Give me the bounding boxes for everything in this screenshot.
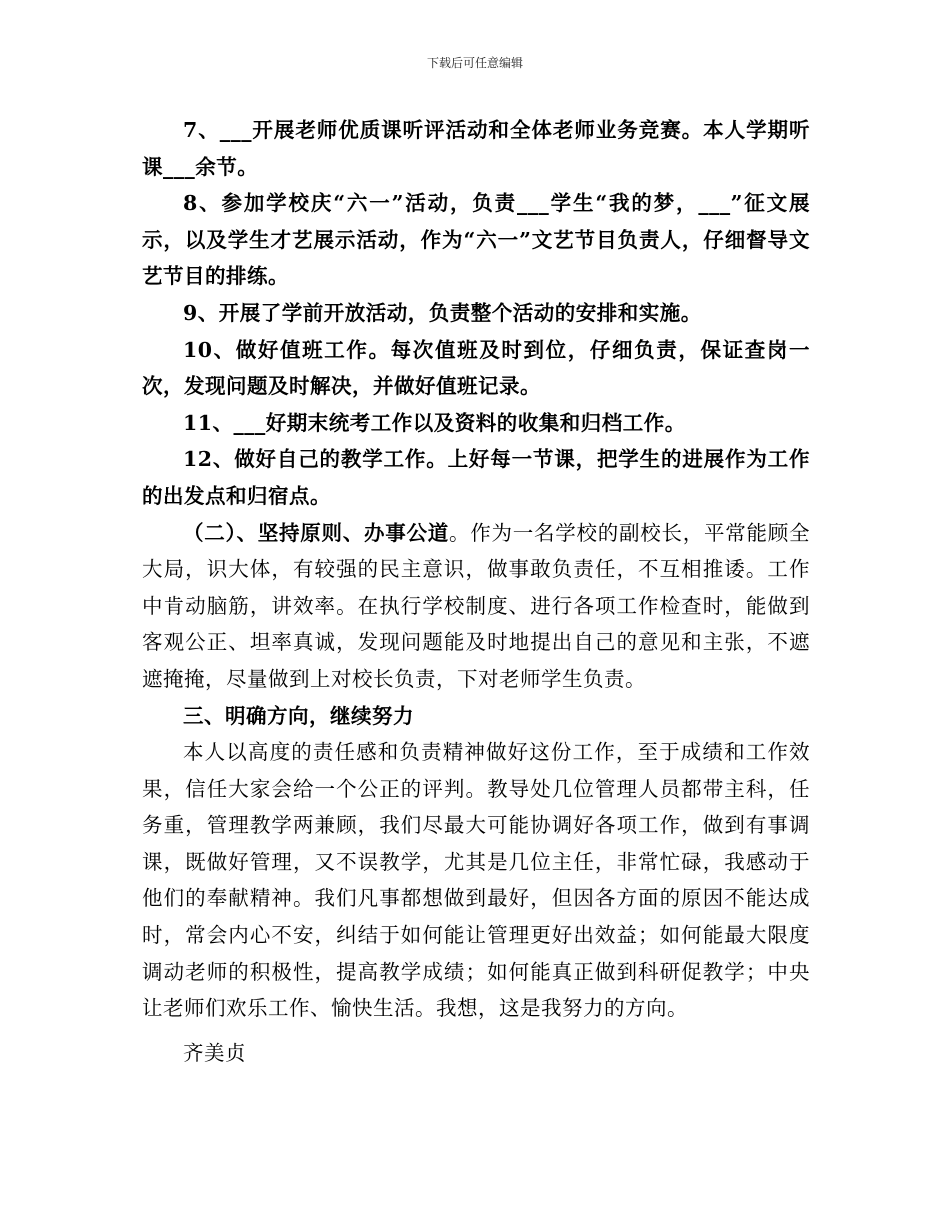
page-header: 下载后可任意编辑 [426, 56, 523, 70]
paragraph-item-11: 11、___好期末统考工作以及资料的收集和归档工作。 [183, 410, 686, 435]
section-3-heading: 三、明确方向，继续努力 [183, 703, 414, 728]
paragraph-item-10: 10、做好值班工作。每次值班及时到位，仔细负责，保证查岗一次，发现问题及时解决，并做好值班记录。 [142, 337, 810, 399]
section-2-body: 。作为一名学校的副校长，平常能顾全大局，识大体，有较强的民主意识，做事敢负责任，不互相推诿。工作中肯动脑筋，讲效率。在执行学校制度、进行各项工作检查时，能做到客观公正、坦率真诚，发现问题能及时地提出自己的意见和主张，不遮遮掩掩，尽量做到上对校长负责，下对老师学生负责。 [142, 520, 810, 691]
section-3-body: 本人以高度的责任感和负责精神做好这份工作，至于成绩和工作效果，信任大家会给一个公正的评判。教导处几位管理人员都带主科，任务重，管理教学两兼顾，我们尽最大可能协调好各项工作，做到有事调课，既做好管理，又不误教学，尤其是几位主任，非常忙碌，我感动于他们的奉献精神。我们凡事都想做到最好，但因各方面的原因不能达成时，常会内心不安，纠结于如何能让管理更好出效益；如何能最大限度调动老师的积极性，提高教学成绩；如何能真正做到科研促教学；中央让老师们欢乐工作、愉快生活。我想，这是我努力的方向。 [142, 740, 810, 1021]
document-body [142, 112, 810, 1071]
paragraph-item-12: 12、做好自己的教学工作。上好每一节课，把学生的进展作为工作的出发点和归宿点。 [142, 447, 810, 508]
section-2-paragraph [142, 515, 810, 698]
section-2-heading: （二）、坚持原则、办事公道 [183, 520, 449, 545]
signature: 齐美贞 [183, 1040, 246, 1065]
paragraph-item-9: 9、开展了学前开放活动，负责整个活动的安排和实施。 [183, 300, 702, 325]
paragraph-item-8: 8、参加学校庆“六一”活动，负责___学生“我的梦，___”征文展示，以及学生才艺展示活动，作为“六一”文艺节目负责人，仔细督导文艺节目的排练。 [142, 191, 810, 289]
paragraph-item-7: 7、___开展老师优质课听评活动和全体老师业务竞赛。本人学期听课___余节。 [142, 118, 810, 179]
